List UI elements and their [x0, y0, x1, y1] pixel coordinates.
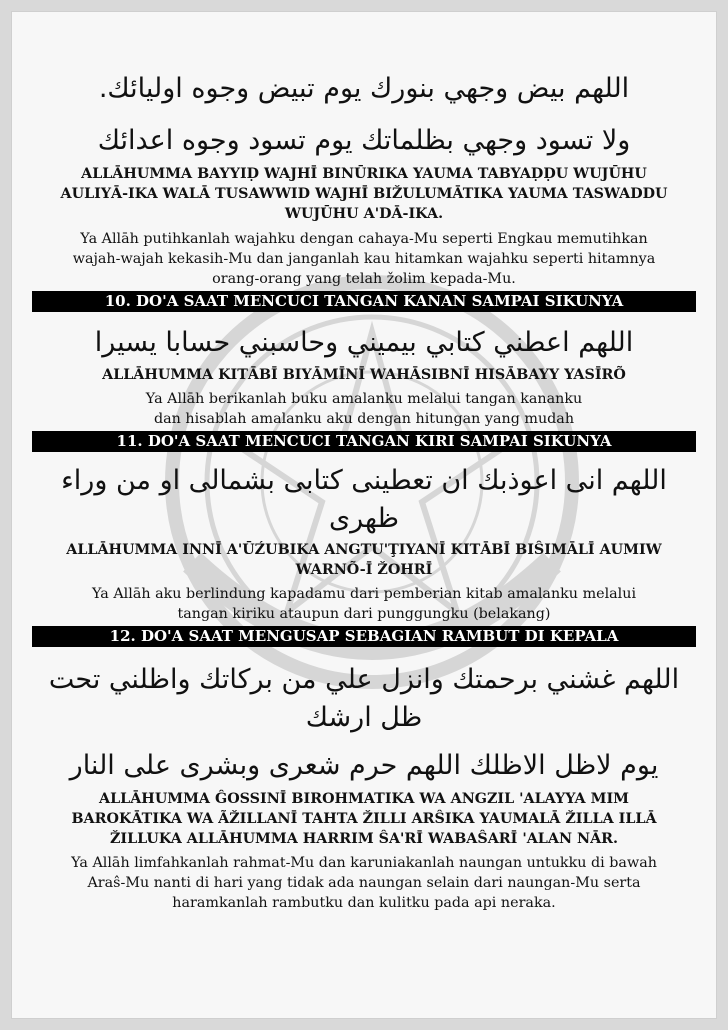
- arabic-text: اللهم غشني برحمتك وانزل علي من بركاتك واظلني تحت ظل ارشك يوم لاظل الاظلك اللهم حرم شعرى وبشرى على النار: [48, 664, 680, 781]
- translation: Ya Allāh berikanlah buku amalanku melalui tangan kananku dan hisablah amalanku aku dengan hitungan yang mudah: [145, 391, 583, 427]
- transliteration: ALLĀHUMMA KITĀBĪ BIYĀMĪNĪ WAHĀSIBNĪ HISĀBAYY YASĪRÕ: [102, 367, 626, 383]
- arabic-text: اللهم انى اعوذبك ان تعطينى كتابى بشمالى او من وراء ظهرى: [61, 465, 667, 534]
- transliteration: ALLĀHUMMA BAYYIḌ WAJHĪ BINŪRIKA YAUMA TABYAḌḌU WUJŪHU AULIYĀ-IKA WALĀ TUSAWWID WAJHĪ BIŽULUMĀTIKA YAUMA TASWADDU WUJŪHU A'DĀ-IKA.: [60, 166, 668, 222]
- section-heading: 10. DO'A SAAT MENCUCI TANGAN KANAN SAMPAI SIKUNYA: [32, 291, 696, 312]
- transliteration: ALLĀHUMMA INNĪ A'ŪŹUBIKA ANGTU'ŢIYANĪ KITĀBĪ BIŜIMĀLĪ AUMIW WARNÕ-Ī ŽOHRĪ: [66, 542, 662, 578]
- document-page: [12, 12, 716, 1018]
- prayer-12: [12, 661, 716, 913]
- intro-prayer: [12, 70, 716, 289]
- translation: Ya Allāh limfahkanlah rahmat-Mu dan karuniakanlah naungan untukku di bawah Araŝ-Mu nanti di hari yang tidak ada naungan selain dari naungan-Mu serta haramkanlah rambutku dan kulitku pada api neraka.: [71, 855, 657, 911]
- section-heading: 11. DO'A SAAT MENCUCI TANGAN KIRI SAMPAI SIKUNYA: [32, 431, 696, 452]
- arabic-text: اللهم بيض وجهي بنورك يوم تبيض وجوه اوليائك. ولا تسود وجهي بظلماتك يوم تسود وجوه اعدائك: [97, 73, 631, 156]
- translation: Ya Allāh putihkanlah wajahku dengan cahaya-Mu seperti Engkau memutihkan wajah-wajah kekasih-Mu dan janganlah kau hitamkan wajahku seperti hitamnya orang-orang yang telah žolim kepada-Mu.: [72, 231, 656, 287]
- transliteration: ALLĀHUMMA ĜOSSINĪ BIROHMATIKA WA ANGZIL 'ALAYYA MIM BAROKĀTIKA WA ÃŽILLANĪ TAHTA ŽILLI ARŜIKA YAUMALĀ ŽILLA ILLĀ ŽILLUKA ALLĀHUMMA HARRIM ŜA'RĪ WABAŜARĪ 'ALAN NĀR.: [71, 791, 657, 847]
- section-heading: 12. DO'A SAAT MENGUSAP SEBAGIAN RAMBUT DI KEPALA: [32, 626, 696, 647]
- translation: Ya Allāh aku berlindung kapadamu dari pemberian kitab amalanku melalui tangan kiriku ataupun dari punggungku (belakang): [91, 586, 637, 622]
- arabic-text: اللهم اعطني كتابي بيميني وحاسبني حسابا يسيرا: [94, 327, 634, 358]
- prayer-10: [12, 324, 716, 429]
- prayer-11: [12, 462, 716, 624]
